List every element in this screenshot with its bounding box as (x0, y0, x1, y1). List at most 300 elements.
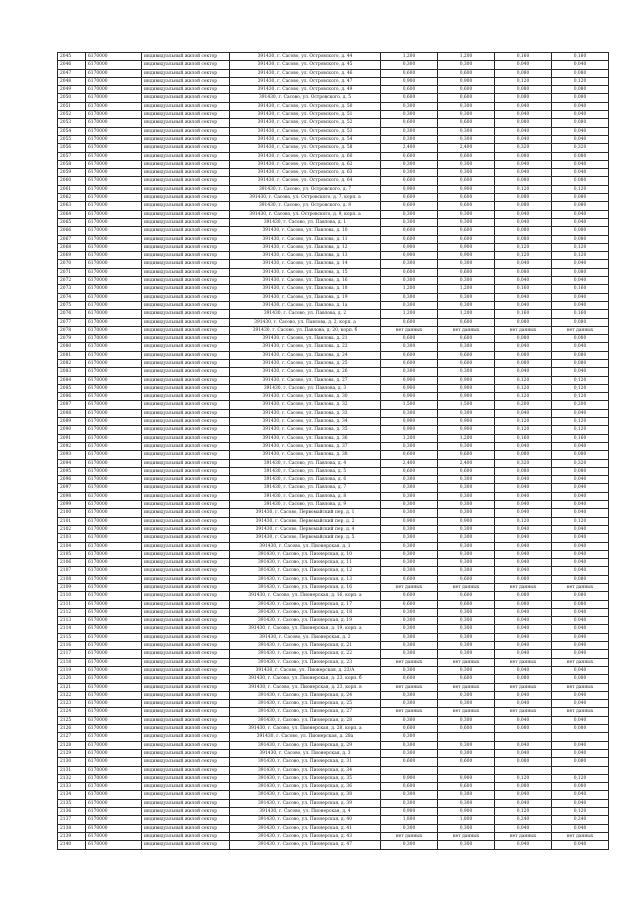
value-cell: 0,300 (438, 633, 495, 641)
row-number-cell: 2119 (58, 666, 86, 674)
table-row (58, 484, 609, 492)
value-cell: 0,300 (438, 218, 495, 226)
value-cell: 0,080 (552, 575, 609, 583)
value-cell: 0,600 (438, 592, 495, 600)
address-cell: 391430, г. Сасово, ул. Павлова, д. 21 (230, 335, 381, 343)
value-cell: 0,040 (495, 666, 552, 674)
table-row (58, 559, 609, 567)
row-number-cell: 2117 (58, 650, 86, 658)
sector-cell: индивидуальный жилой сектор (142, 451, 230, 459)
row-number-cell: 2064 (58, 210, 86, 218)
code-cell: 6170000 (86, 210, 142, 218)
sector-cell: индивидуальный жилой сектор (142, 700, 230, 708)
row-number-cell: 2096 (58, 476, 86, 484)
address-cell: 391430, г. Сасово, ул. Островского, д. 45 (230, 61, 381, 69)
value-cell: 0,300 (381, 210, 438, 218)
code-cell: 6170000 (86, 525, 142, 533)
value-cell: 0,040 (495, 409, 552, 417)
code-cell: 6170000 (86, 61, 142, 69)
value-cell: 0,300 (381, 492, 438, 500)
code-cell: 6170000 (86, 152, 142, 160)
sector-cell: индивидуальный жилой сектор (142, 111, 230, 119)
value-cell: 0,160 (495, 310, 552, 318)
table-row (58, 310, 609, 318)
value-cell: 0,040 (495, 650, 552, 658)
value-cell: 0,080 (495, 359, 552, 367)
sector-cell: индивидуальный жилой сектор (142, 293, 230, 301)
value-cell: 0,600 (381, 675, 438, 683)
value-cell: 0,040 (495, 633, 552, 641)
table-row (58, 550, 609, 558)
row-number-cell: 2118 (58, 658, 86, 666)
sector-cell: индивидуальный жилой сектор (142, 509, 230, 517)
value-cell: 0,080 (495, 451, 552, 459)
code-cell: 6170000 (86, 550, 142, 558)
sector-cell: индивидуальный жилой сектор (142, 326, 230, 334)
address-cell: 391430, г. Сасово, ул. Пионерская, д. 11 (230, 559, 381, 567)
value-cell: 0,300 (381, 700, 438, 708)
table-row (58, 459, 609, 467)
value-cell: нет данных (381, 708, 438, 716)
table-row (58, 633, 609, 641)
row-number-cell: 2106 (58, 559, 86, 567)
value-cell: нет данных (381, 683, 438, 691)
code-cell: 6170000 (86, 492, 142, 500)
value-cell: 0,320 (552, 459, 609, 467)
sector-cell: индивидуальный жилой сектор (142, 384, 230, 392)
code-cell: 6170000 (86, 783, 142, 791)
row-number-cell: 2090 (58, 426, 86, 434)
value-cell: 0,300 (438, 442, 495, 450)
row-number-cell: 2123 (58, 700, 86, 708)
table-row (58, 492, 609, 500)
table-row (58, 625, 609, 633)
table-row (58, 658, 609, 666)
value-cell: 0,040 (552, 501, 609, 509)
value-cell: 0,300 (438, 625, 495, 633)
value-cell: 0,040 (552, 741, 609, 749)
code-cell: 6170000 (86, 418, 142, 426)
code-cell: 6170000 (86, 725, 142, 733)
code-cell: 6170000 (86, 542, 142, 550)
value-cell: 0,300 (381, 442, 438, 450)
address-cell: 391430, г. Сасово, ул. Павлова, д. 8 (230, 492, 381, 500)
address-cell: 391430, г. Сасово, ул. Пионерская, д. 19 (230, 617, 381, 625)
sector-cell: индивидуальный жилой сектор (142, 808, 230, 816)
value-cell: 0,300 (381, 608, 438, 616)
value-cell: 0,900 (438, 243, 495, 251)
value-cell: 0,040 (552, 666, 609, 674)
sector-cell: индивидуальный жилой сектор (142, 691, 230, 699)
value-cell: 0,040 (552, 476, 609, 484)
sector-cell: индивидуальный жилой сектор (142, 625, 230, 633)
value-cell: 0,300 (438, 799, 495, 807)
row-number-cell: 2070 (58, 260, 86, 268)
value-cell: 0,300 (381, 301, 438, 309)
row-number-cell: 2066 (58, 227, 86, 235)
value-cell: 0,040 (552, 567, 609, 575)
address-cell: 391430, г. Сасово, ул. Пионерская, д. 22 (230, 650, 381, 658)
value-cell: 0,040 (495, 368, 552, 376)
value-cell: 0,300 (438, 542, 495, 550)
value-cell: 0,080 (552, 86, 609, 94)
table-row (58, 650, 609, 658)
value-cell: 0,600 (438, 600, 495, 608)
value-cell: 0,600 (438, 318, 495, 326)
table-row (58, 567, 609, 575)
value-cell: 0,120 (552, 185, 609, 193)
code-cell: 6170000 (86, 799, 142, 807)
address-cell: 391430, г. Сасово, ул. Пионерская, д. 31 (230, 758, 381, 766)
code-cell: 6170000 (86, 808, 142, 816)
sector-cell: индивидуальный жилой сектор (142, 252, 230, 260)
address-cell: 391430, г. Сасово, ул. Павлова, д. 27 (230, 376, 381, 384)
row-number-cell: 2062 (58, 194, 86, 202)
value-cell: 0,040 (552, 691, 609, 699)
value-cell: нет данных (495, 683, 552, 691)
value-cell: нет данных (552, 658, 609, 666)
sector-cell: индивидуальный жилой сектор (142, 86, 230, 94)
address-cell: 391430, г. Сасово, ул. Пионерская, д. 34 (230, 766, 381, 774)
address-cell: 391430, г. Сасово, ул. Островского, д. 63 (230, 169, 381, 177)
code-cell: 6170000 (86, 766, 142, 774)
address-cell: 391430, г. Сасово, ул. Пионерская, д. 10 (230, 550, 381, 558)
value-cell: 0,080 (552, 318, 609, 326)
address-cell: 391430, г. Сасово, ул. Павлова, д. 9 (230, 501, 381, 509)
row-number-cell: 2080 (58, 343, 86, 351)
code-cell: 6170000 (86, 401, 142, 409)
value-cell: 0,120 (552, 393, 609, 401)
value-cell: 0,160 (495, 53, 552, 61)
code-cell: 6170000 (86, 169, 142, 177)
address-cell: 391430, г. Сасово, ул. Павлова, д. 2, корп. а (230, 318, 381, 326)
sector-cell: индивидуальный жилой сектор (142, 393, 230, 401)
table-row (58, 608, 609, 616)
address-cell: 391430, г. Сасово, ул. Павлова, д. 16 (230, 277, 381, 285)
sector-cell: индивидуальный жилой сектор (142, 135, 230, 143)
table-row (58, 277, 609, 285)
value-cell: 0,080 (495, 335, 552, 343)
value-cell: 0,600 (381, 575, 438, 583)
value-cell: 0,120 (495, 77, 552, 85)
value-cell: 0,300 (438, 534, 495, 542)
value-cell: 0,300 (381, 534, 438, 542)
address-cell: 391430, г. Сасово, ул. Павлова, д. 15 (230, 268, 381, 276)
value-cell (552, 733, 609, 741)
value-cell: 0,040 (495, 169, 552, 177)
table-row (58, 318, 609, 326)
code-cell: 6170000 (86, 642, 142, 650)
row-number-cell: 2114 (58, 625, 86, 633)
code-cell: 6170000 (86, 119, 142, 127)
value-cell (552, 766, 609, 774)
value-cell: 0,080 (495, 86, 552, 94)
row-number-cell: 2067 (58, 235, 86, 243)
value-cell: 0,200 (495, 401, 552, 409)
value-cell: 0,900 (438, 77, 495, 85)
table-row (58, 501, 609, 509)
table-row (58, 832, 609, 840)
value-cell: 0,300 (438, 666, 495, 674)
code-cell: 6170000 (86, 700, 142, 708)
value-cell: 0,240 (495, 816, 552, 824)
code-cell: 6170000 (86, 243, 142, 251)
code-cell: 6170000 (86, 451, 142, 459)
table-row (58, 442, 609, 450)
table-row (58, 642, 609, 650)
code-cell: 6170000 (86, 509, 142, 517)
value-cell: 0,300 (381, 293, 438, 301)
value-cell: 0,040 (552, 260, 609, 268)
table-row (58, 683, 609, 691)
value-cell: 0,300 (381, 277, 438, 285)
value-cell: 0,300 (381, 160, 438, 168)
address-cell: 391430, г. Сасово, ул. Островского, д. 64 (230, 177, 381, 185)
row-number-cell: 2045 (58, 53, 86, 61)
code-cell: 6170000 (86, 384, 142, 392)
sector-cell: индивидуальный жилой сектор (142, 749, 230, 757)
address-cell: 391430, г. Сасово, ул. Павлова, д. 30 (230, 393, 381, 401)
value-cell: 0,080 (552, 359, 609, 367)
sector-cell: индивидуальный жилой сектор (142, 277, 230, 285)
value-cell: 0,600 (438, 177, 495, 185)
value-cell: 0,040 (552, 409, 609, 417)
value-cell: 0,120 (552, 808, 609, 816)
code-cell: 6170000 (86, 94, 142, 102)
address-cell: 391430, г. Сасово, ул. Островского, д. 47 (230, 77, 381, 85)
table-row (58, 783, 609, 791)
row-number-cell: 2104 (58, 542, 86, 550)
value-cell: 0,300 (438, 135, 495, 143)
value-cell: 0,300 (381, 135, 438, 143)
row-number-cell: 2050 (58, 94, 86, 102)
table-row (58, 409, 609, 417)
row-number-cell: 2125 (58, 716, 86, 724)
table-row (58, 584, 609, 592)
address-cell: 391430, г. Сасово, ул. Пионерская, д. 29 (230, 741, 381, 749)
address-cell: 391430, г. Сасово, ул. Пионерская, д. 36 (230, 783, 381, 791)
code-cell: 6170000 (86, 758, 142, 766)
value-cell: 0,300 (438, 102, 495, 110)
value-cell: 0,600 (381, 194, 438, 202)
value-cell: 0,300 (381, 741, 438, 749)
table-row (58, 135, 609, 143)
address-cell: 391430, г. Сасово, ул. Пионерская, д. 17 (230, 600, 381, 608)
value-cell: 0,080 (552, 725, 609, 733)
sector-cell: индивидуальный жилой сектор (142, 658, 230, 666)
value-cell: 0,300 (438, 791, 495, 799)
table-row (58, 326, 609, 334)
value-cell: 0,600 (381, 467, 438, 475)
value-cell: 0,300 (381, 666, 438, 674)
sector-cell: индивидуальный жилой сектор (142, 584, 230, 592)
value-cell: 0,300 (381, 841, 438, 849)
value-cell: 0,600 (438, 69, 495, 77)
sector-cell: индивидуальный жилой сектор (142, 418, 230, 426)
value-cell: 0,300 (381, 716, 438, 724)
value-cell: 0,040 (552, 218, 609, 226)
address-cell: 391430, г. Сасово, ул. Островского, д. 44 (230, 53, 381, 61)
address-cell: 391430, г. Сасово, ул. Островского, д. 50 (230, 102, 381, 110)
value-cell: 0,080 (552, 351, 609, 359)
value-cell: 0,300 (438, 700, 495, 708)
value-cell: нет данных (381, 326, 438, 334)
sector-cell: индивидуальный жилой сектор (142, 177, 230, 185)
value-cell: 0,300 (381, 501, 438, 509)
table-row (58, 218, 609, 226)
value-cell: 0,300 (438, 169, 495, 177)
code-cell: 6170000 (86, 633, 142, 641)
address-cell: 391430, г. Сасово, ул. Пионерская, д. 27 (230, 708, 381, 716)
address-cell: 391430, г. Сасово, ул. Островского, д. 60 (230, 152, 381, 160)
value-cell: 0,040 (495, 716, 552, 724)
value-cell: 0,080 (495, 194, 552, 202)
table-row (58, 384, 609, 392)
value-cell: 0,600 (438, 227, 495, 235)
address-cell: 391430, г. Сасово, ул. Павлова, д. 34 (230, 418, 381, 426)
value-cell: 0,900 (438, 376, 495, 384)
table-row (58, 252, 609, 260)
value-cell: 0,040 (495, 509, 552, 517)
row-number-cell: 2140 (58, 841, 86, 849)
row-number-cell: 2068 (58, 243, 86, 251)
value-cell: 0,160 (552, 434, 609, 442)
row-number-cell: 2095 (58, 467, 86, 475)
value-cell: 0,900 (438, 393, 495, 401)
address-cell: 391430, г. Сасово, ул. Павлова, д. 1а (230, 301, 381, 309)
value-cell: 0,040 (552, 102, 609, 110)
value-cell: 0,320 (552, 144, 609, 152)
value-cell: 1,200 (438, 53, 495, 61)
table-row (58, 343, 609, 351)
value-cell: 0,080 (552, 451, 609, 459)
table-row (58, 401, 609, 409)
value-cell: 0,040 (495, 61, 552, 69)
address-cell: 391430, г. Сасово, ул. Павлова, д. 24 (230, 351, 381, 359)
table-row (58, 368, 609, 376)
value-cell: 0,600 (438, 359, 495, 367)
code-cell: 6170000 (86, 816, 142, 824)
address-cell: 391430, г. Сасово, ул. Павлова, д. 33 (230, 409, 381, 417)
value-cell: 0,120 (495, 774, 552, 782)
value-cell: 0,040 (495, 625, 552, 633)
value-cell: 0,040 (552, 61, 609, 69)
address-cell: 391430, г. Сасово, ул. Пионерская, д. 25 (230, 700, 381, 708)
row-number-cell: 2054 (58, 127, 86, 135)
value-cell: 0,600 (438, 675, 495, 683)
value-cell: 0,300 (381, 691, 438, 699)
value-cell: нет данных (552, 832, 609, 840)
sector-cell: индивидуальный жилой сектор (142, 525, 230, 533)
value-cell: 1,200 (381, 285, 438, 293)
value-cell: 0,600 (438, 575, 495, 583)
value-cell: 0,160 (552, 285, 609, 293)
table-row (58, 94, 609, 102)
table-row (58, 418, 609, 426)
value-cell: 0,040 (495, 550, 552, 558)
value-cell: 0,080 (552, 227, 609, 235)
value-cell: 0,300 (381, 368, 438, 376)
value-cell: 0,080 (552, 592, 609, 600)
value-cell: 0,900 (381, 384, 438, 392)
value-cell: 0,300 (381, 476, 438, 484)
row-number-cell: 2128 (58, 741, 86, 749)
code-cell: 6170000 (86, 144, 142, 152)
value-cell: 0,300 (438, 650, 495, 658)
code-cell: 6170000 (86, 127, 142, 135)
row-number-cell: 2082 (58, 359, 86, 367)
table-row (58, 235, 609, 243)
row-number-cell: 2089 (58, 418, 86, 426)
sector-cell: индивидуальный жилой сектор (142, 467, 230, 475)
table-row (58, 467, 609, 475)
code-cell: 6170000 (86, 484, 142, 492)
code-cell: 6170000 (86, 285, 142, 293)
row-number-cell: 2111 (58, 600, 86, 608)
code-cell: 6170000 (86, 102, 142, 110)
value-cell: 0,600 (438, 725, 495, 733)
code-cell: 6170000 (86, 227, 142, 235)
value-cell: 0,040 (552, 442, 609, 450)
code-cell: 6170000 (86, 741, 142, 749)
table-row (58, 393, 609, 401)
value-cell: 0,080 (552, 335, 609, 343)
value-cell: 0,600 (438, 235, 495, 243)
sector-cell: индивидуальный жилой сектор (142, 77, 230, 85)
value-cell: 0,040 (495, 799, 552, 807)
value-cell: 0,040 (495, 741, 552, 749)
value-cell: 0,300 (438, 409, 495, 417)
row-number-cell: 2077 (58, 318, 86, 326)
table-row (58, 575, 609, 583)
value-cell: 0,600 (381, 600, 438, 608)
value-cell: нет данных (552, 683, 609, 691)
table-row (58, 824, 609, 832)
address-cell: 391430, г. Сасово, ул. Павлова, д. 1 (230, 218, 381, 226)
value-cell: 0,300 (381, 260, 438, 268)
value-cell (438, 766, 495, 774)
value-cell: 0,300 (381, 625, 438, 633)
value-cell: 1,200 (438, 285, 495, 293)
row-number-cell: 2073 (58, 285, 86, 293)
value-cell: 0,300 (381, 642, 438, 650)
value-cell: 0,300 (438, 617, 495, 625)
sector-cell: индивидуальный жилой сектор (142, 791, 230, 799)
sector-cell: индивидуальный жилой сектор (142, 492, 230, 500)
value-cell: 0,300 (438, 608, 495, 616)
code-cell: 6170000 (86, 666, 142, 674)
value-cell: 0,300 (438, 716, 495, 724)
table-row (58, 177, 609, 185)
value-cell: 0,300 (381, 343, 438, 351)
value-cell: 0,120 (495, 243, 552, 251)
row-number-cell: 2098 (58, 492, 86, 500)
value-cell: нет данных (495, 584, 552, 592)
value-cell: 0,600 (381, 351, 438, 359)
value-cell: нет данных (438, 832, 495, 840)
value-cell: 0,600 (381, 783, 438, 791)
sector-cell: индивидуальный жилой сектор (142, 127, 230, 135)
table-row (58, 716, 609, 724)
row-number-cell: 2094 (58, 459, 86, 467)
address-cell: 391430, г. Сасово, ул. Пионерская, д. 12 (230, 567, 381, 575)
value-cell: 0,600 (381, 335, 438, 343)
row-number-cell: 2115 (58, 633, 86, 641)
value-cell: 0,600 (381, 592, 438, 600)
code-cell: 6170000 (86, 824, 142, 832)
value-cell: 0,300 (381, 111, 438, 119)
row-number-cell: 2058 (58, 160, 86, 168)
